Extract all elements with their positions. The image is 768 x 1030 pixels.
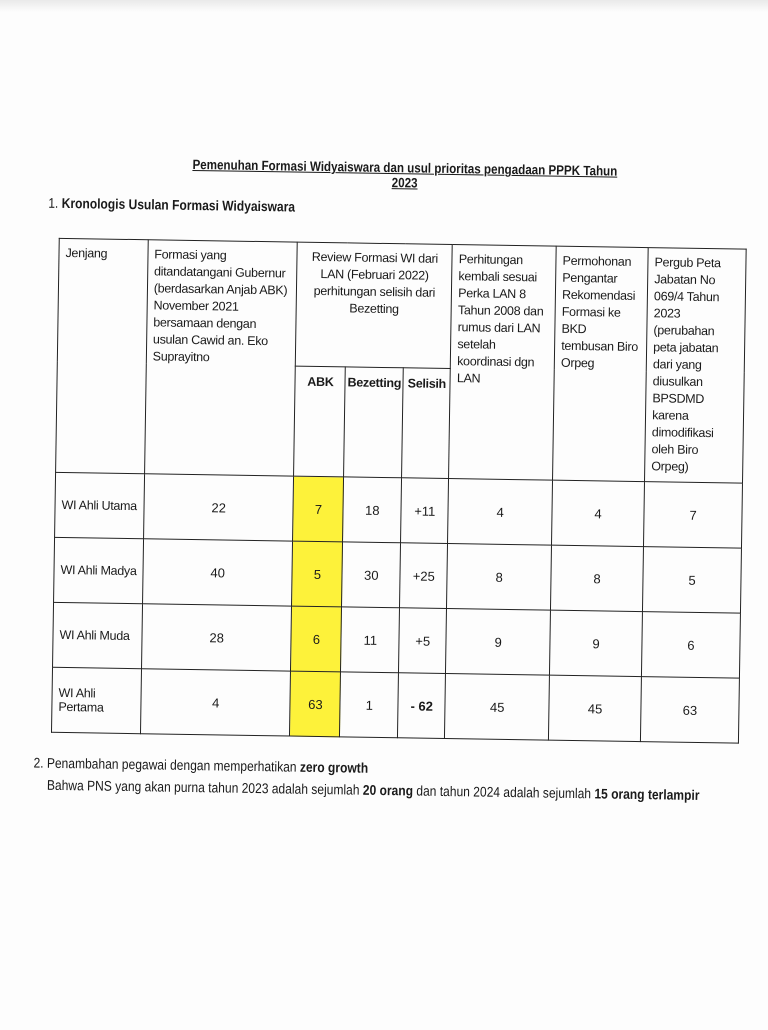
table-row xyxy=(54,537,742,613)
formasi-table xyxy=(51,238,747,744)
table-row xyxy=(53,602,741,678)
cell-permohonan: 9 xyxy=(550,610,643,676)
cell-bezetting: 30 xyxy=(342,542,401,608)
cell-permohonan: 8 xyxy=(551,545,644,611)
cell-bezetting: 18 xyxy=(343,477,402,543)
cell-formasi: 40 xyxy=(142,539,293,606)
section-1-number: 1. xyxy=(48,194,59,211)
section-2-line-2: Bahwa PNS yang akan purna tahun 2023 adalah sejumlah 20 orang dan tahun 2024 adalah sejumlah 15 orang terlampir xyxy=(46,776,700,803)
cell-abk: 7 xyxy=(293,476,344,542)
cell-jenjang: WI Ahli Pertama xyxy=(51,667,141,733)
header-permohonan: Permohonan Pengantar Rekomendasi Formasi ke BKD tembusan Biro Orpeg xyxy=(553,246,649,481)
cell-jenjang: WI Ahli Madya xyxy=(54,537,144,603)
header-review: Review Formasi WI dari LAN (Februari 2022) perhitungan selisih dari Bezetting xyxy=(296,242,453,368)
cell-selisih: +11 xyxy=(401,478,449,544)
subheader-bezetting: Bezetting xyxy=(344,367,404,478)
section-2-line-1: 2. Penambahan pegawai dengan memperhatikan zero growth xyxy=(33,754,369,776)
cell-permohonan: 45 xyxy=(549,675,642,741)
document-title: Pemenuhan Formasi Widyaiswara dan usul prioritas pengadaan PPPK Tahun 2023 xyxy=(192,156,618,191)
cell-jenjang: WI Ahli Muda xyxy=(53,602,143,668)
header-pergub: Pergub Peta Jabatan No 069/4 Tahun 2023 (perubahan peta jabatan dari yang diusulkan BPSDMD karena dimodifikasi oleh Biro Orpeg) xyxy=(645,248,747,484)
cell-abk: 5 xyxy=(292,541,343,607)
section-2 xyxy=(33,752,700,806)
cell-formasi: 22 xyxy=(143,474,294,541)
cell-selisih: +5 xyxy=(399,608,447,674)
cell-selisih: +25 xyxy=(400,543,448,609)
cell-pergub: 7 xyxy=(644,482,743,549)
header-formasi: Formasi yang ditandatangani Gubernur (berdasarkan Anjab ABK) November 2021 bersamaan dengan usulan Cawid an. Eko Suprayitno xyxy=(144,240,297,476)
cell-perhitungan: 8 xyxy=(447,544,552,611)
cell-bezetting: 11 xyxy=(341,607,400,673)
table-row xyxy=(55,472,743,548)
cell-formasi: 4 xyxy=(140,669,291,736)
cell-bezetting: 1 xyxy=(340,672,399,738)
subheader-abk: ABK xyxy=(294,366,346,477)
cell-pergub: 6 xyxy=(642,612,741,679)
section-2-number: 2. xyxy=(33,754,44,771)
cell-perhitungan: 45 xyxy=(445,673,550,740)
cell-perhitungan: 9 xyxy=(446,609,551,676)
zero-growth-emphasis: zero growth xyxy=(299,758,369,776)
cell-perhitungan: 4 xyxy=(448,479,553,546)
cell-pergub: 63 xyxy=(641,677,740,744)
subheader-selisih: Selisih xyxy=(402,368,451,479)
cell-pergub: 5 xyxy=(643,547,742,614)
header-perhitungan: Perhitungan kembali sesuai Perka LAN 8 Tahun 2008 dan rumus dari LAN setelah koordinasi dgn LAN xyxy=(449,245,557,481)
cell-formasi: 28 xyxy=(141,604,292,671)
cell-selisih: - 62 xyxy=(398,673,446,739)
table-row xyxy=(51,667,739,743)
header-jenjang: Jenjang xyxy=(56,238,148,473)
cell-jenjang: WI Ahli Utama xyxy=(55,472,145,538)
cell-permohonan: 4 xyxy=(552,480,645,546)
cell-abk: 6 xyxy=(291,606,342,672)
section-1-heading xyxy=(48,195,295,215)
section-1-title: Kronologis Usulan Formasi Widyaiswara xyxy=(61,194,296,215)
cell-abk: 63 xyxy=(290,671,341,737)
